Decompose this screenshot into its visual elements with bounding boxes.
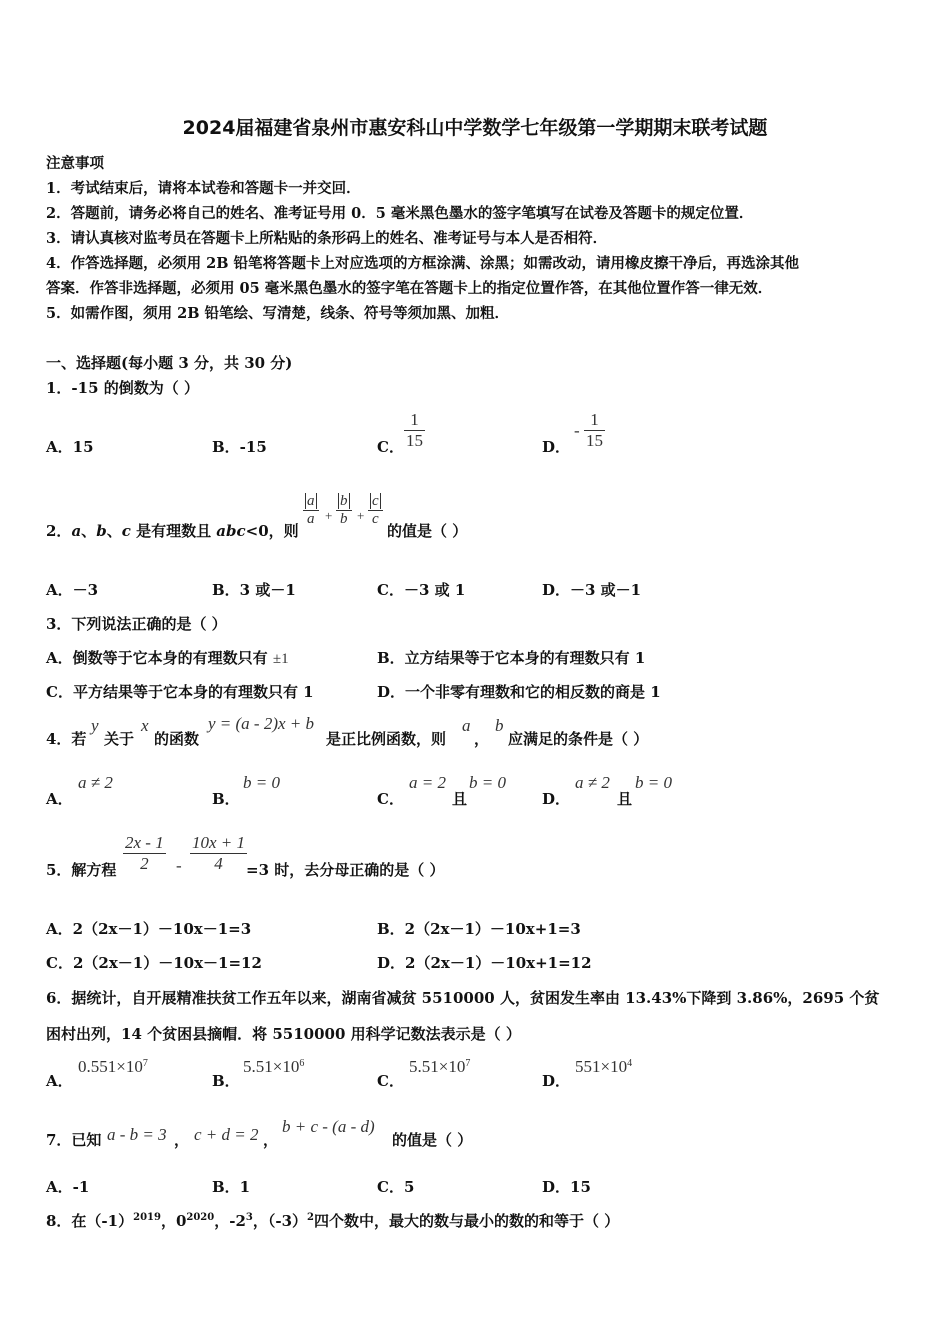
q6-c-math — [409, 1057, 470, 1077]
q4-s2: 关于 — [104, 730, 135, 748]
q4-d-extra: b = 0 — [635, 773, 672, 792]
exponent: 3 — [245, 1212, 253, 1223]
sci-exponent: 7 — [142, 1058, 148, 1069]
q4-s4: 是正比例函数，则 — [326, 730, 447, 748]
q5-post: =3 时，去分母正确的是（ ） — [246, 861, 445, 879]
q4-s3: 的函数 — [154, 730, 200, 748]
question-8-stem — [46, 1210, 619, 1231]
q8-s2: ，0 — [160, 1212, 187, 1230]
q4-c-math: a = 2 — [409, 773, 446, 792]
q4-var-b: b — [495, 716, 504, 735]
q4-option-c: C． — [377, 790, 404, 808]
q2-mid: 是有理数且 — [130, 522, 217, 540]
fraction-denominator: 15 — [586, 431, 603, 450]
var-b: b — [96, 522, 107, 540]
q3-a-text: A．倒数等于它本身的有理数只有 — [46, 649, 268, 667]
exponent: 2020 — [186, 1212, 215, 1223]
sci-base: 5.51×10 — [409, 1057, 466, 1076]
q7-option-d: D．15 — [542, 1178, 591, 1196]
abs-a: a — [307, 493, 315, 509]
q8-s1: 8．在（-1） — [46, 1212, 134, 1230]
var-c: c — [121, 522, 131, 540]
q7-expr-2: c + d = 2 — [194, 1125, 259, 1144]
q3-option-a — [46, 647, 289, 668]
q6-option-c: C． — [377, 1072, 404, 1090]
q3-option-b: B．立方结果等于它本身的有理数只有 1 — [377, 649, 646, 667]
fraction-denominator: 2 — [123, 853, 166, 874]
abs-b: b — [340, 493, 348, 509]
q5-minus: - — [176, 856, 182, 875]
q6-option-d: D． — [542, 1072, 571, 1090]
q2-option-d: D．－3 或－1 — [542, 581, 642, 599]
q6-b-math — [243, 1057, 304, 1077]
q2-option-c: C．－3 或 1 — [377, 581, 466, 599]
q6-line-1: 6．据统计，自开展精准扶贫工作五年以来，湖南省减贫 5510000 人，贫困发生率由 13.43%下降到 3.86%，2695 个贫 — [46, 989, 880, 1007]
q2-condition: <0，则 — [245, 522, 299, 540]
q5-option-d: D．2（2x－1）－10x+1=12 — [377, 954, 592, 972]
q1-d-sign: - — [574, 421, 580, 440]
section-heading: 一、选择题(每小题 3 分，共 30 分) — [46, 354, 293, 372]
notice-heading: 注意事项 — [46, 155, 104, 172]
sci-base: 5.51×10 — [243, 1057, 300, 1076]
q7-expr-3: b + c - (a - d) — [282, 1117, 375, 1136]
fraction-numerator: 10x + 1 — [192, 833, 246, 852]
fraction-denominator: c — [368, 510, 383, 528]
exponent: 2019 — [133, 1212, 161, 1223]
fraction-denominator: 4 — [190, 853, 247, 874]
q3-option-c: C．平方结果等于它本身的有理数只有 1 — [46, 683, 314, 701]
sci-base: 551×10 — [575, 1057, 628, 1076]
q3-option-d: D．一个非零有理数和它的相反数的商是 1 — [377, 683, 661, 701]
q4-var-a: a — [462, 716, 471, 735]
sci-exponent: 6 — [299, 1058, 305, 1069]
page-title: 2024届福建省泉州市惠安科山中学数学七年级第一学期期末联考试题 — [182, 117, 768, 139]
q4-c-and: 且 — [452, 790, 468, 808]
q6-line-2: 困村出列，14 个贫困县摘帽．将 5510000 用科学记数法表示是（ ） — [46, 1025, 521, 1043]
sci-exponent: 4 — [627, 1058, 633, 1069]
q1-d-fraction — [584, 410, 605, 451]
q7-expr-1: a - b = 3 — [107, 1125, 167, 1144]
q6-option-a: A． — [46, 1072, 73, 1090]
q6-option-b: B． — [212, 1072, 240, 1090]
q8-s5: 四个数中，最大的数与最小的数的和等于（ ） — [314, 1212, 620, 1230]
notice-item: 5．如需作图，须用 2B 铅笔绘、写清楚，线条、符号等须加黑、加粗． — [46, 305, 510, 322]
q4-option-a: A． — [46, 790, 73, 808]
q2-option-a: A．－3 — [46, 581, 99, 599]
notice-item: 1．考试结束后，请将本试卷和答题卡一并交回． — [46, 180, 361, 197]
notice-item: 2．答题前，请务必将自己的姓名、准考证号用 0．5 毫米黑色墨水的签字笔填写在试卷及答题卡的规定位置． — [46, 205, 754, 222]
var-abc: abc — [216, 522, 246, 540]
q7-option-a: A．-1 — [46, 1178, 90, 1196]
q8-s4: ，（-3） — [252, 1212, 308, 1230]
q4-a-math: a ≠ 2 — [78, 773, 113, 792]
q5-option-c: C．2（2x－1）－10x－1=12 — [46, 954, 262, 972]
q2-prefix: 2． — [46, 522, 72, 540]
q4-d-and: 且 — [617, 790, 633, 808]
q5-option-a: A．2（2x－1）－10x－1=3 — [46, 920, 252, 938]
q4-var-y: y — [91, 716, 99, 735]
q4-comma: ， — [474, 730, 490, 748]
q1-option-d: D． — [542, 438, 571, 456]
notice-item: 3．请认真核对监考员在答题卡上所粘贴的条形码上的姓名、准考证号与本人是否相符． — [46, 230, 608, 247]
abs-c: c — [372, 493, 379, 509]
q7-option-c: C．5 — [377, 1178, 415, 1196]
q2-option-b: B．3 或－1 — [212, 581, 296, 599]
question-2-stem — [46, 520, 299, 541]
q1-option-a: A．15 — [46, 438, 94, 456]
var-a: a — [71, 522, 82, 540]
q4-c-extra: b = 0 — [469, 773, 506, 792]
q5-fraction-1 — [123, 833, 166, 874]
separator: 、 — [81, 522, 97, 540]
question-3-stem: 3．下列说法正确的是（ ） — [46, 615, 227, 633]
fraction-denominator: a — [303, 510, 319, 528]
q4-d-math: a ≠ 2 — [575, 773, 610, 792]
notice-item: 答案．作答非选择题，必须用 05 毫米黑色墨水的签字笔在答题卡上的指定位置作答，在其他位置作答一律无效． — [46, 280, 773, 297]
q1-c-fraction — [404, 410, 425, 451]
q1-option-c: C． — [377, 438, 404, 456]
q7-prefix: 7．已知 — [46, 1131, 102, 1149]
q8-s3: ，-2 — [214, 1212, 246, 1230]
notice-item: 4．作答选择题，必须用 2B 铅笔将答题卡上对应选项的方框涂满、涂黑；如需改动，请用橡皮擦干净后，再选涂其他 — [46, 255, 800, 272]
fraction-numerator: 1 — [590, 410, 599, 429]
q2-post: 的值是（ ） — [387, 522, 468, 540]
q5-fraction-2 — [190, 833, 247, 874]
fraction-denominator: b — [336, 510, 352, 528]
q4-var-x: x — [141, 716, 149, 735]
question-1-stem: 1．-15 的倒数为（ ） — [46, 379, 199, 397]
q7-post: 的值是（ ） — [392, 1131, 473, 1149]
q4-option-d: D． — [542, 790, 571, 808]
q7-comma: ， — [174, 1131, 190, 1149]
q5-option-b: B．2（2x－1）－10x+1=3 — [377, 920, 581, 938]
q5-prefix: 5．解方程 — [46, 861, 117, 879]
q4-function: y = (a - 2)x + b — [208, 714, 315, 733]
q2-fraction-a — [303, 493, 319, 528]
q6-d-math — [575, 1057, 632, 1077]
plus-sign: + — [325, 508, 333, 523]
q2-fraction-c — [368, 493, 383, 528]
plus-sign: + — [357, 508, 365, 523]
q4-s1: 4．若 — [46, 730, 87, 748]
q3-a-math: ±1 — [272, 651, 289, 667]
separator: 、 — [106, 522, 122, 540]
sci-exponent: 7 — [465, 1058, 471, 1069]
q6-a-math — [78, 1057, 148, 1077]
exponent: 2 — [307, 1212, 315, 1223]
q7-comma: ， — [263, 1131, 279, 1149]
q1-option-b: B．-15 — [212, 438, 267, 456]
q4-option-b: B． — [212, 790, 240, 808]
fraction-denominator: 15 — [406, 431, 423, 450]
q4-s5: 应满足的条件是（ ） — [508, 730, 649, 748]
fraction-numerator: 2x - 1 — [125, 833, 164, 852]
q7-option-b: B．1 — [212, 1178, 251, 1196]
q2-fraction-b — [336, 493, 352, 528]
q4-b-math: b = 0 — [243, 773, 280, 792]
sci-base: 0.551×10 — [78, 1057, 143, 1076]
fraction-numerator: 1 — [410, 410, 419, 429]
